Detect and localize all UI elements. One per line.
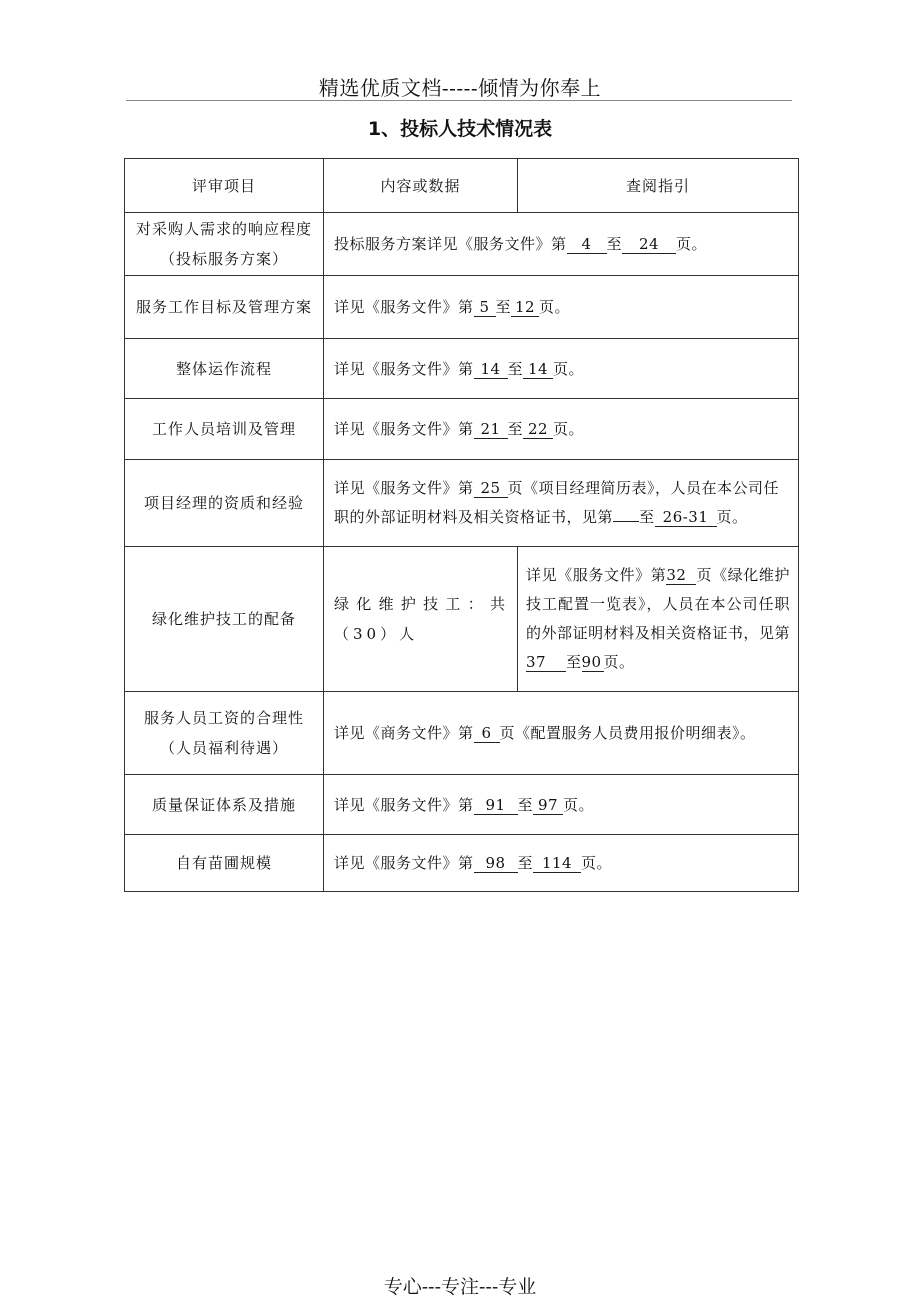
page-header: 精选优质文档-----倾情为你奉上 [318, 76, 602, 100]
row-item-label: 绿化维护技工的配备 [125, 547, 324, 692]
row-content: 详见《服务文件》第 5 至 12 页。 [324, 276, 799, 339]
page-number: 32 [666, 566, 696, 585]
page-number: 22 [523, 420, 553, 439]
page-number: 25 [474, 479, 508, 498]
page-number: 26-31 [655, 508, 717, 527]
page-footer: 专心---专注---专业 [383, 1276, 537, 1298]
page-number: 14 [523, 360, 553, 379]
table-row [125, 775, 799, 835]
row-item-label: 整体运作流程 [125, 339, 324, 399]
page-number: 21 [474, 420, 508, 439]
row-content: 详见《服务文件》第 21 至 22 页。 [324, 399, 799, 460]
technical-status-table [124, 158, 799, 892]
row-reference: 详见《服务文件》第32 页《绿化维护技工配置一览表》，人员在本公司任职的外部证明材料及相关资格证书，见第37 至90 页。 [518, 547, 799, 692]
table-row [125, 339, 799, 399]
row-content: 详见《商务文件》第 6 页《配置服务人员费用报价明细表》。 [324, 692, 799, 775]
document-title: 1、投标人技术情况表 [367, 118, 553, 140]
table-row [125, 460, 799, 547]
row-item-label: 服务工作目标及管理方案 [125, 276, 324, 339]
page-number: 5 [474, 298, 496, 317]
row-content: 详见《服务文件》第 14 至 14 页。 [324, 339, 799, 399]
header-reference-guide: 查阅指引 [518, 159, 799, 213]
page-number: 14 [474, 360, 508, 379]
row-item-label: 自有苗圃规模 [125, 835, 324, 892]
page-number: 24 [622, 235, 676, 254]
table-row [125, 835, 799, 892]
page-number: 97 [533, 796, 563, 815]
table-row [125, 276, 799, 339]
table-row [125, 213, 799, 276]
row-content: 详见《服务文件》第 91 至 97 页。 [324, 775, 799, 835]
table-row [125, 692, 799, 775]
table-row [125, 547, 799, 692]
technician-count: 绿化维护技工：共（30）人 [324, 547, 518, 692]
page-number: 4 [567, 235, 607, 254]
page-number: 6 [474, 724, 500, 743]
page-number: 37 [526, 653, 566, 672]
row-item-label: 质量保证体系及措施 [125, 775, 324, 835]
table-header-row [125, 159, 799, 213]
row-item-label: 对采购人需求的响应程度（投标服务方案） [125, 213, 324, 276]
page-blank [613, 521, 639, 522]
row-item-label: 工作人员培训及管理 [125, 399, 324, 460]
header-divider [126, 100, 792, 101]
row-content: 详见《服务文件》第 98 至 114 页。 [324, 835, 799, 892]
header-content-data: 内容或数据 [324, 159, 518, 213]
page-number: 90 [581, 653, 602, 671]
page-number: 91 [474, 796, 518, 815]
row-content: 详见《服务文件》第 25 页《项目经理简历表》，人员在本公司任职的外部证明材料及相关资格证书，见第 至 26-31 页。 [324, 460, 799, 547]
header-review-item: 评审项目 [125, 159, 324, 213]
page-number: 114 [533, 854, 581, 873]
table-row [125, 399, 799, 460]
row-item-label: 项目经理的资质和经验 [125, 460, 324, 547]
page-number: 12 [511, 298, 539, 317]
row-content: 投标服务方案详见《服务文件》第 4 至 24 页。 [324, 213, 799, 276]
page-number: 98 [474, 854, 518, 873]
row-item-label: 服务人员工资的合理性（人员福利待遇） [125, 692, 324, 775]
